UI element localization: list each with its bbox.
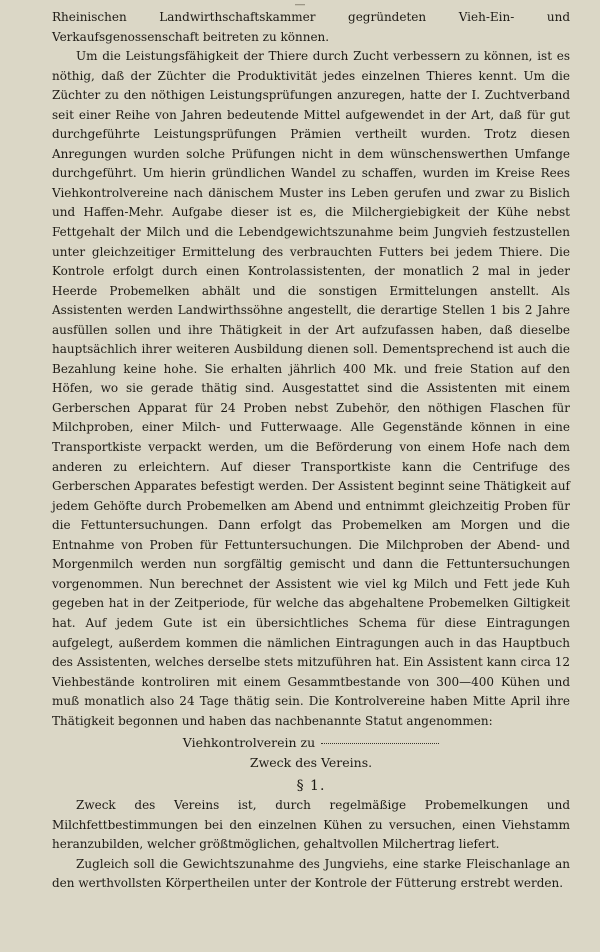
paragraph-1: Rheinischen Landwirthschaftskammer gegründeten Vieh-Ein- und Verkaufsgenossenschaft beitreten zu können. xyxy=(52,10,570,44)
statute-name-line xyxy=(52,733,570,753)
statute-paragraph-2: Zugleich soll die Gewichtszunahme des Jungviehs, eine starke Fleischanlage an den werthvollsten Körpertheilen unter der Kontrole der Fütterung erstrebt werden. xyxy=(52,856,570,891)
blank-dotted-line xyxy=(321,743,439,744)
main-text xyxy=(52,8,570,731)
section-mark: § 1. xyxy=(296,778,326,795)
statute-heading: Zweck des Vereins. xyxy=(249,755,373,771)
statute-text xyxy=(52,796,570,894)
page-number: — xyxy=(294,0,306,11)
paragraph-2: Um die Leistungsfähigkeit der Thiere durch Zucht verbessern zu können, ist es nöthig, daß der Züchter die Produktivität jedes einzelnen Thieres kennt. Um die Züchter zu den nöthigen Leistungsprüfungen anzuregen, hatte der I. Zuchtverband seit einer Reihe von Jahren bedeutende Mittel aufgewendet in der Art, daß für gut durchgeführte Leistungsprüfungen Prämien vertheilt wurden. Trotz diesen Anregungen wurden solche Prüfungen nicht in dem wünschenswerthen Umfange durchgeführt. Um hierin gründlichen Wandel zu schaffen, wurden im Kreise Rees Viehkontrolvereine nach dänischem Muster ins Leben gerufen und zwar zu Bislich und Haffen-Mehr. Aufgabe dieser ist es, die Milchergiebigkeit der Kühe nebst Fettgehalt der Milch und die Lebendgewichtszunahme beim Jungvieh festzustellen unter gleichzeitiger Ermittelung des verbrauchten Futters bei jedem Thiere. Die Kontrole erfolgt durch einen Kontrolassistenten, der monatlich 2 mal in jeder Heerde Probemelken abhält und die sonstigen Ermittelungen anstellt. Als Assistenten werden Landwirthssöhne angestellt, die derartige Stellen 1 bis 2 Jahre ausfüllen sollen und ihre Thätigkeit in der Art aufzufassen haben, daß dieselbe hauptsächlich ihrer weiteren Ausbildung dienen soll. Dementsprechend ist auch die Bezahlung keine hohe. Sie erhalten jährlich 400 Mk. und freie Station auf den Höfen, wo sie gerade thätig sind. Ausgestattet sind die Assistenten mit einem Gerberschen Apparat für 24 Proben nebst Zubehör, den nöthigen Flaschen für Milchproben, einer Milch- und Futterwaage. Alle Gegenstände können in eine Transportkiste verpackt werden, um die Beförderung von einem Hofe nach dem anderen zu erleichtern. Auf dieser Transportkiste kann die Centrifuge des Gerberschen Apparates befestigt werden. Der Assistent beginnt seine Thätigkeit auf jedem Gehöfte durch Probemelken am Abend und entnimmt gleichzeitig Proben für die Fettuntersuchungen. Dann erfolgt das Probemelken am Morgen und die Entnahme von Proben für Fettuntersuchungen. Die Milchproben der Abend- und Morgenmilch werden nun sorgfältig gemischt und dann die Fettuntersuchungen vorgenommen. Nun berechnet der Assistent wie viel kg Milch und Fett jede Kuh gegeben hat in der Zeitperiode, für welche das abgehaltene Probemelken Giltigkeit hat. Auf jedem Gute ist ein übersichtliches Schema für diese Eintragungen aufgelegt, außerdem kommen die nämlichen Eintragungen auch in das Hauptbuch des Assistenten, welches derselbe stets mitzuführen hat. Ein Assistent kann circa 12 Viehbestände kontroliren mit einem Gesammtbestande von 300—400 Kühen und muß monatlich also 24 Tage thätig sein. Die Kontrolvereine haben Mitte April ihre Thätigkeit begonnen und haben das nachbenannte Statut angenommen: xyxy=(52,49,570,728)
statute-paragraph-1: Zweck des Vereins ist, durch regelmäßige Probemelkungen und Milchfettbestimmungen bei den einzelnen Kühen zu versuchen, einen Viehstamm heranzubilden, welcher größtmöglichen, gehaltvollen Milchertrag liefert. xyxy=(52,798,570,852)
statute-name-label: Viehkontrolverein zu xyxy=(182,735,316,751)
